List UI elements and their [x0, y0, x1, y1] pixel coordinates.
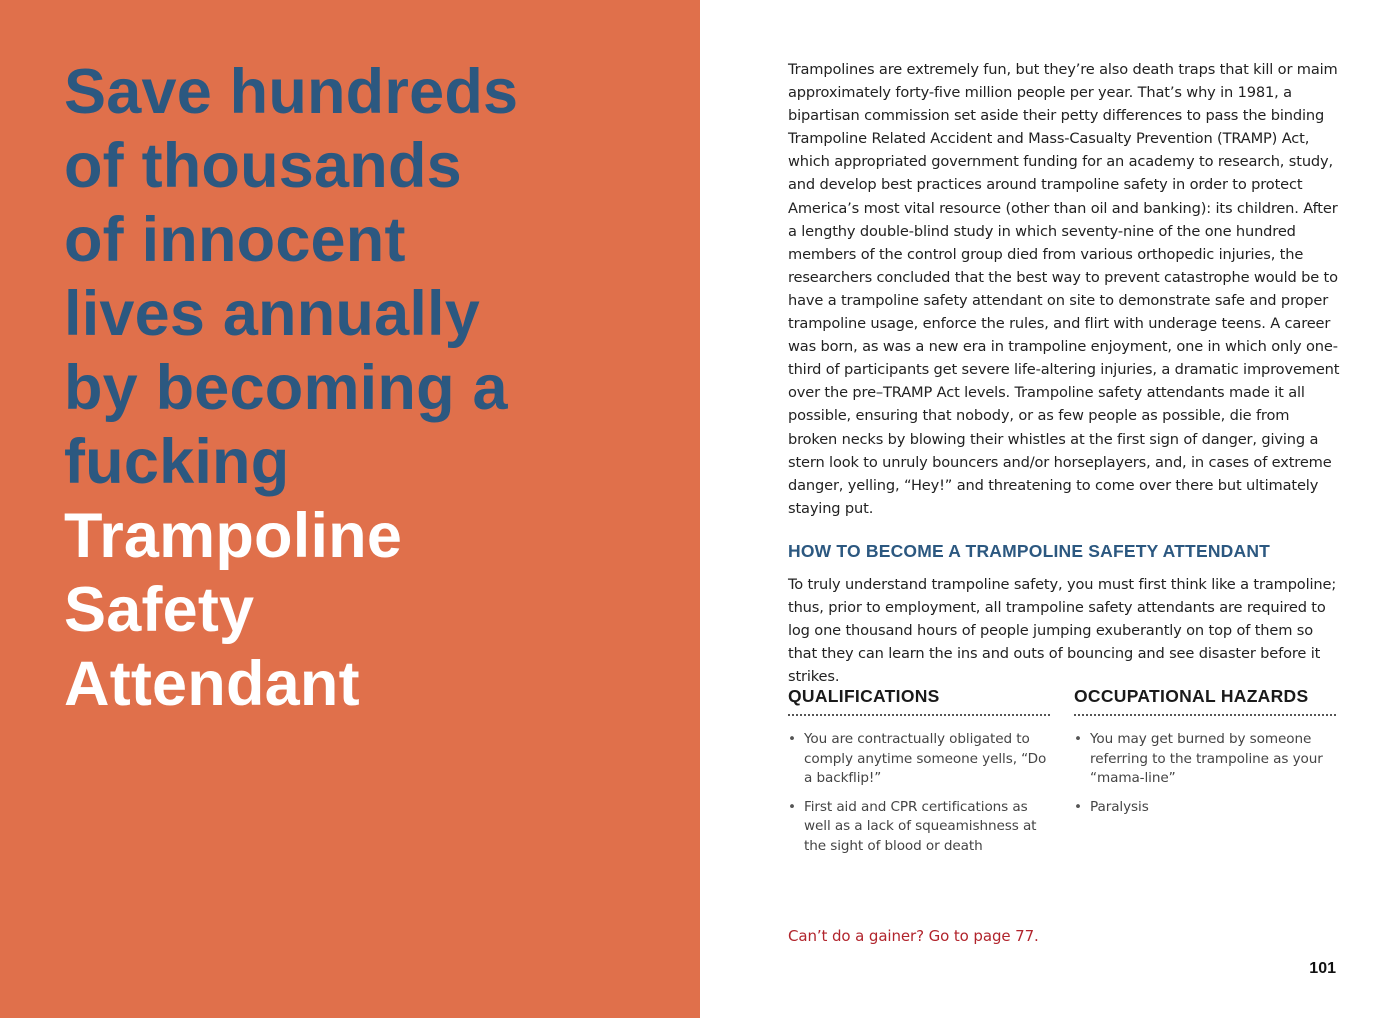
how-to-heading: HOW TO BECOME A TRAMPOLINE SAFETY ATTENDANT: [788, 541, 1271, 561]
headline-line: Save hundreds: [64, 57, 519, 127]
list-item: [1074, 730, 1336, 789]
list-item: [788, 798, 1050, 857]
job-title-line: Safety: [64, 575, 255, 645]
hazards-title: OCCUPATIONAL HAZARDS: [1074, 686, 1336, 716]
list-item-text: You are contractually obligated to comply anytime someone yells, “Do a backflip!”: [804, 731, 1047, 787]
bullet-icon: •: [788, 798, 796, 815]
headline-line: by becoming a: [64, 353, 508, 423]
list-item-text: You may get burned by someone referring to the trampoline as your “mama-line”: [1090, 731, 1323, 787]
bullet-icon: •: [1074, 798, 1082, 815]
page-cross-reference-link[interactable]: Can’t do a gainer? Go to page 77.: [788, 927, 1039, 945]
qualifications-title: QUALIFICATIONS: [788, 686, 1050, 716]
hazards-column: [1074, 686, 1336, 826]
qualifications-list: [788, 730, 1050, 857]
list-item: [788, 730, 1050, 789]
how-to-paragraph: To truly understand trampoline safety, you must first think like a trampoline; thus, prior to employment, all trampoline safety attendants are required to log one thousand hours of people jumping exuberantly on top of them so that they can learn the ins and outs of bouncing and see disaster before it strikes.: [788, 576, 1337, 686]
job-title-line: Attendant: [64, 649, 360, 719]
list-item-text: First aid and CPR certifications as well as a lack of squeamishness at the sight of blood or death: [804, 798, 1037, 854]
bullet-icon: •: [1074, 731, 1082, 747]
qualifications-column: [788, 686, 1050, 866]
hazards-list: [1074, 730, 1336, 817]
list-item: [1074, 798, 1336, 818]
headline-line: of innocent: [64, 205, 406, 275]
page-number: 101: [1309, 960, 1336, 977]
headline-line: fucking: [64, 427, 290, 497]
bullet-icon: •: [788, 731, 796, 747]
headline-line: lives annually: [64, 279, 480, 349]
job-title-line: Trampoline: [64, 501, 403, 571]
headline-line: of thousands: [64, 131, 462, 201]
intro-paragraph: Trampolines are extremely fun, but they’re also death traps that kill or maim approximately forty-five million people per year. That’s why in 1981, a bipartisan commission set aside their petty differences to pass the binding Trampoline Related Accident and Mass-Casualty Prevention (TRAMP) Act, which appropriated government funding for an academy to research, study, and develop best practices around trampoline safety in order to protect America’s most vital resource (other than oil and banking): its children. After a lengthy double-blind study in which seventy-nine of the one hundred members of the control group died from various orthopedic injuries, the researchers concluded that the best way to prevent catastrophe would be to have a trampoline safety attendant on site to demonstrate safe and proper trampoline usage, enforce the rules, and flirt with underage teens. A career was born, as was a new era in trampoline enjoyment, one in which only one-third of participants get severe life-altering injuries, a dramatic improvement over the pre–TRAMP Act levels. Trampoline safety attendants made it all possible, ensuring that nobody, or as few people as possible, die from broken necks by blowing their whistles at the first sign of danger, giving a stern look to unruly bouncers and/or horseplayers, and, in cases of extreme danger, yelling, “Hey!” and threatening to come over there but ultimately staying put.: [788, 61, 1340, 517]
list-item-text: Paralysis: [1090, 798, 1149, 815]
page-headline: [64, 55, 684, 721]
